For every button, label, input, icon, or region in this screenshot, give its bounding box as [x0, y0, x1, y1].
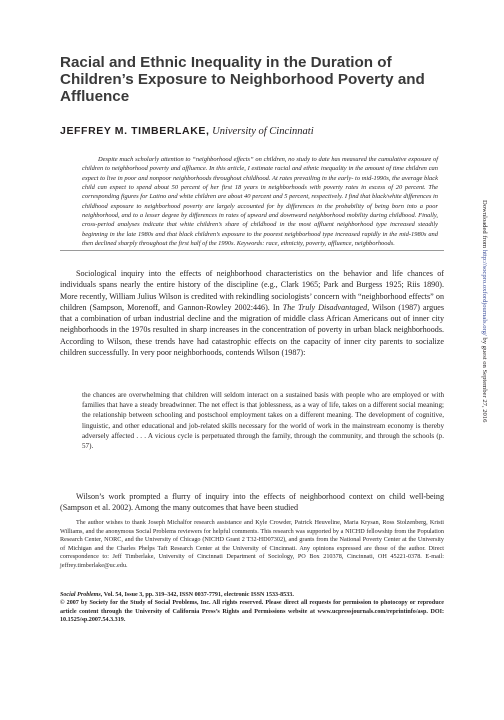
watermark-prefix: Downloaded from: [481, 200, 488, 250]
body-paragraph-1: [60, 268, 444, 358]
journal-title: Social Problems: [60, 592, 101, 598]
author-line: [60, 125, 460, 138]
publication-info: [60, 591, 444, 625]
author-name: JEFFREY M. TIMBERLAKE,: [60, 125, 210, 137]
book-title: The Truly Disadvantaged: [282, 302, 368, 312]
body-text: , Wilson (1987) argues that a combination of urban industrial decline and the migration of middle class African Americans out of inner city neighborhoods in the 1970s resulted in sharp increases in the concentration of poverty in urban black neighborhoods. According to Wilson, these trends have had catastrophic effects on the capacity of inner city parents to socialize children successfully. In very poor neighborhoods, contends Wilson (1987):: [60, 302, 444, 357]
download-watermark: [481, 200, 488, 423]
article-title: Racial and Ethnic Inequality in the Duration of Children’s Exposure to Neighborhood Poverty and Affluence: [60, 54, 425, 105]
copyright-notice: © 2007 by Society for the Study of Social Problems, Inc. All rights reserved. Please direct all requests for permission to photocopy or reproduce article content through the University of California Press’s Rights and Permissions website at www.ucpressjournals.com/reprintinfo/asp. DOI: 10.1525/sp.2007.54.3.319.: [60, 600, 444, 624]
journal-citation: [60, 591, 444, 599]
journal-details: , Vol. 54, Issue 3, pp. 319–342, ISSN 0037-7791, electronic ISSN 1533-8533.: [100, 592, 294, 598]
author-affiliation: University of Cincinnati: [212, 126, 314, 137]
abstract: Despite much scholarly attention to “neighborhood effects” on children, no study to date has measured the cumulative exposure of children to neighborhood poverty and affluence. In this article, I estimate racial and ethnic inequality in the amount of time children can expect to live in poor and nonpoor neighborhoods throughout childhood. At rates prevailing in the early- to mid-1990s, the average black child can expect to spend about 50 percent of her first 18 years in neighborhoods with poverty rates in excess of 20 percent. The corresponding figures for Latino and white children are about 40 percent and 5 percent, respectively. I find that black/white differences in childhood exposure to neighborhood poverty are largely accounted for by differences in the probability of being born into a poor neighborhood, and to a lesser degree by differences in rates of upward and downward neighborhood mobility during childhood. Finally, cross-period analyses indicate that white children’s share of childhood in the most affluent neighborhood type increased steadily beginning in the late 1980s and that black children’s exposure to the poorest neighborhood type increased rapidly in the mid-1980s and then declined sharply throughout the first half of the 1990s. Keywords: race, ethnicity, poverty, affluence, neighborhoods.: [82, 156, 438, 248]
body-text: Sociological inquiry into the effects of neighborhood characteristics on the behavior and life chances of individuals spans nearly the entire history of the discipline (e.g., Clark 1965; Park and Burgess 1925; Riis 1890). More recently, William Julius Wilson is credited with rekindling sociologists’ concern with “neighborhood effects” on children (Sampson, Morenoff, and Gannon-Rowley 2002:446). In: [60, 269, 444, 312]
watermark-suffix: by guest on September 27, 2016: [481, 335, 488, 423]
section-divider: [60, 250, 444, 251]
body-paragraph-2: Wilson’s work prompted a flurry of inquiry into the effects of neighborhood context on child well-being (Sampson et al. 2002). Among the many outcomes that have been studied: [60, 492, 444, 513]
watermark-link[interactable]: http://socpro.oxfordjournals.org/: [481, 249, 488, 336]
acknowledgment-footnote: The author wishes to thank Joseph Michalfor research assistance and Kyle Crowder, Patrick Heuveline, Maria Krysan, Ross Stolzenberg, Kristi Williams, and the anonymous Social Problems reviewers for helpful comments. This research was supported by a NICHD fellowship from the Population Research Center, NORC, and the University of Chicago (NICHD Grant 2 T32-HD07302), and grants from the National Poverty Center at the University of Michigan and the Charles Phelps Taft Research Center at the University of Cincinnati. Any opinions expressed are those of the author. Direct correspondence to: Jeff Timberlake, University of Cincinnati Department of Sociology, PO Box 210378, Cincinnati, OH 45221-0378. E-mail: jeffrey.timberlake@uc.edu.: [60, 519, 444, 569]
block-quote: the chances are overwhelming that children will seldom interact on a sustained basis with people who are employed or with families that have a steady breadwinner. The net effect is that joblessness, as a way of life, takes on a different social meaning; the relationship between schooling and postschool employment takes on a different meaning. The development of cognitive, linguistic, and other educational and job-related skills necessary for the world of work in the mainstream economy is thereby adversely affected . . . A vicious cycle is perpetuated through the family, through the community, and through the schools (p. 57).: [82, 391, 444, 451]
